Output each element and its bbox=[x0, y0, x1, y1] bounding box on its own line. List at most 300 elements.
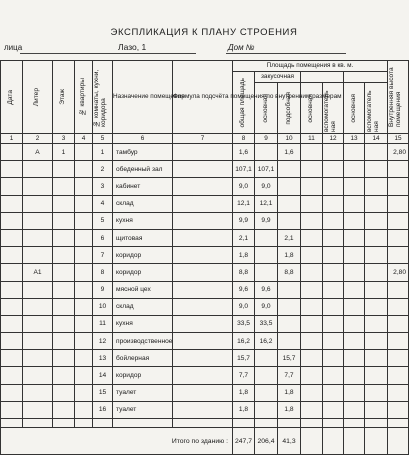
column-number: 9 bbox=[255, 134, 278, 144]
row-main3-cell bbox=[344, 178, 365, 195]
document-title: ЭКСПЛИКАЦИЯ К ПЛАНУ СТРОЕНИЯ bbox=[110, 27, 298, 38]
col-main3-header: основная bbox=[344, 83, 365, 134]
row-aux3-cell bbox=[365, 212, 388, 229]
row-aux3-cell bbox=[365, 247, 388, 264]
street-value: Лазо, 1 bbox=[118, 42, 147, 52]
totals-label: Итого по зданию : bbox=[1, 428, 233, 455]
row-main3-cell bbox=[344, 229, 365, 246]
col-room-header: № комнаты, кухни, коридора bbox=[93, 61, 113, 134]
row-liter-cell bbox=[23, 212, 53, 229]
row-liter-cell bbox=[23, 281, 53, 298]
row-aux-area-cell: 1,8 bbox=[278, 401, 301, 418]
row-date-cell bbox=[1, 350, 23, 367]
row-room-cell: 9 bbox=[93, 281, 113, 298]
row-main2-cell bbox=[301, 350, 323, 367]
row-liter-cell: А bbox=[23, 144, 53, 161]
row-date-cell bbox=[1, 281, 23, 298]
row-date-cell bbox=[1, 264, 23, 281]
row-total-area-cell: 1,8 bbox=[233, 384, 255, 401]
row-main-area-cell bbox=[255, 350, 278, 367]
row-height-cell bbox=[388, 401, 409, 418]
column-number: 3 bbox=[53, 134, 75, 144]
column-number: 11 bbox=[301, 134, 323, 144]
row-apartment-cell bbox=[75, 367, 93, 384]
row-aux3-cell bbox=[365, 298, 388, 315]
row-floor-cell bbox=[53, 212, 75, 229]
row-apartment-cell bbox=[75, 298, 93, 315]
row-total-area-cell: 1,6 bbox=[233, 144, 255, 161]
row-purpose-cell: склад bbox=[113, 195, 173, 212]
row-height-cell bbox=[388, 229, 409, 246]
row-floor-cell bbox=[53, 315, 75, 332]
row-floor-cell bbox=[53, 247, 75, 264]
row-main-area-cell bbox=[255, 384, 278, 401]
row-main3-cell bbox=[344, 367, 365, 384]
row-room-cell: 13 bbox=[93, 350, 113, 367]
row-floor-cell bbox=[53, 264, 75, 281]
row-purpose-cell: щитовая bbox=[113, 229, 173, 246]
row-liter-cell: А1 bbox=[23, 264, 53, 281]
row-main3-cell bbox=[344, 195, 365, 212]
col-main2-header: основная bbox=[301, 83, 323, 134]
row-main3-cell bbox=[344, 350, 365, 367]
row-aux2-cell bbox=[323, 195, 344, 212]
blank-row bbox=[1, 419, 409, 428]
row-apartment-cell bbox=[75, 281, 93, 298]
row-aux-area-cell: 1,8 bbox=[278, 384, 301, 401]
row-formula-cell bbox=[173, 178, 233, 195]
row-aux-area-cell bbox=[278, 315, 301, 332]
column-number: 14 bbox=[365, 134, 388, 144]
row-aux2-cell bbox=[323, 367, 344, 384]
row-liter-cell bbox=[23, 161, 53, 178]
table-row bbox=[1, 144, 409, 161]
row-main-area-cell: 12,1 bbox=[255, 195, 278, 212]
row-aux2-cell bbox=[323, 350, 344, 367]
row-total-area-cell: 9,6 bbox=[233, 281, 255, 298]
row-date-cell bbox=[1, 367, 23, 384]
row-apartment-cell bbox=[75, 384, 93, 401]
row-aux3-cell bbox=[365, 401, 388, 418]
row-formula-cell bbox=[173, 247, 233, 264]
blank-group-header-1 bbox=[301, 72, 344, 83]
row-aux2-cell bbox=[323, 264, 344, 281]
row-room-cell: 11 bbox=[93, 315, 113, 332]
row-aux2-cell bbox=[323, 178, 344, 195]
row-main-area-cell: 107,1 bbox=[255, 161, 278, 178]
row-formula-cell bbox=[173, 264, 233, 281]
col-floor-header: Этаж bbox=[53, 61, 75, 134]
row-aux-area-cell: 1,6 bbox=[278, 144, 301, 161]
col-total-area-header: общая площадь bbox=[233, 72, 255, 134]
row-floor-cell bbox=[53, 281, 75, 298]
row-main-area-cell: 16,2 bbox=[255, 333, 278, 350]
row-aux3-cell bbox=[365, 333, 388, 350]
col-aux2-header: вспомогатель ная bbox=[323, 83, 344, 134]
street-underline bbox=[20, 53, 196, 54]
row-purpose-cell: кухня bbox=[113, 315, 173, 332]
row-main2-cell bbox=[301, 144, 323, 161]
row-main3-cell bbox=[344, 333, 365, 350]
totals-row bbox=[1, 428, 409, 455]
row-total-area-cell: 33,5 bbox=[233, 315, 255, 332]
row-height-cell bbox=[388, 195, 409, 212]
row-main-area-cell: 9,0 bbox=[255, 298, 278, 315]
row-liter-cell bbox=[23, 367, 53, 384]
col-date-header: Дата bbox=[1, 61, 23, 134]
row-aux2-cell bbox=[323, 229, 344, 246]
row-aux3-cell bbox=[365, 178, 388, 195]
row-aux2-cell bbox=[323, 333, 344, 350]
row-main2-cell bbox=[301, 384, 323, 401]
street-label: лица bbox=[4, 43, 23, 52]
row-formula-cell bbox=[173, 229, 233, 246]
row-aux2-cell bbox=[323, 161, 344, 178]
row-main-area-cell: 9,9 bbox=[255, 212, 278, 229]
row-aux3-cell bbox=[365, 161, 388, 178]
row-main-area-cell bbox=[255, 229, 278, 246]
row-aux-area-cell bbox=[278, 195, 301, 212]
row-main2-cell bbox=[301, 367, 323, 384]
column-number: 15 bbox=[388, 134, 409, 144]
row-purpose-cell: производственное bbox=[113, 333, 173, 350]
table-row bbox=[1, 350, 409, 367]
totals-aux-area: 41,3 bbox=[278, 428, 301, 455]
row-liter-cell bbox=[23, 401, 53, 418]
totals-total-area: 247,7 bbox=[233, 428, 255, 455]
row-aux2-cell bbox=[323, 384, 344, 401]
row-purpose-cell: коридор bbox=[113, 264, 173, 281]
row-aux-area-cell bbox=[278, 212, 301, 229]
row-main-area-cell bbox=[255, 144, 278, 161]
column-number: 10 bbox=[278, 134, 301, 144]
row-main3-cell bbox=[344, 384, 365, 401]
row-floor-cell bbox=[53, 333, 75, 350]
area-group-header: Площадь помещения в кв. м. bbox=[233, 61, 388, 72]
row-formula-cell bbox=[173, 212, 233, 229]
row-main2-cell bbox=[301, 298, 323, 315]
row-floor-cell bbox=[53, 161, 75, 178]
row-main2-cell bbox=[301, 212, 323, 229]
row-height-cell bbox=[388, 350, 409, 367]
row-apartment-cell bbox=[75, 333, 93, 350]
row-total-area-cell: 7,7 bbox=[233, 367, 255, 384]
row-purpose-cell: склад bbox=[113, 298, 173, 315]
row-formula-cell bbox=[173, 333, 233, 350]
row-height-cell: 2,80 bbox=[388, 144, 409, 161]
row-floor-cell: 1 bbox=[53, 144, 75, 161]
row-aux-area-cell bbox=[278, 298, 301, 315]
row-apartment-cell bbox=[75, 195, 93, 212]
col-apartment-header: № квартиры bbox=[75, 61, 93, 134]
row-aux2-cell bbox=[323, 401, 344, 418]
row-aux3-cell bbox=[365, 384, 388, 401]
row-date-cell bbox=[1, 161, 23, 178]
row-apartment-cell bbox=[75, 212, 93, 229]
table-row bbox=[1, 315, 409, 332]
row-aux-area-cell bbox=[278, 161, 301, 178]
row-aux-area-cell: 7,7 bbox=[278, 367, 301, 384]
row-main3-cell bbox=[344, 298, 365, 315]
row-purpose-cell: коридор bbox=[113, 247, 173, 264]
house-underline bbox=[226, 53, 346, 54]
row-purpose-cell: туалет bbox=[113, 384, 173, 401]
blank-group-header-2 bbox=[344, 72, 388, 83]
row-aux2-cell bbox=[323, 298, 344, 315]
row-liter-cell bbox=[23, 384, 53, 401]
row-formula-cell bbox=[173, 298, 233, 315]
row-main2-cell bbox=[301, 315, 323, 332]
row-room-cell: 15 bbox=[93, 384, 113, 401]
col-liter-header: Литер bbox=[23, 61, 53, 134]
row-liter-cell bbox=[23, 229, 53, 246]
house-label: Дом № bbox=[228, 43, 255, 52]
row-aux3-cell bbox=[365, 315, 388, 332]
row-room-cell: 14 bbox=[93, 367, 113, 384]
row-total-area-cell: 12,1 bbox=[233, 195, 255, 212]
row-formula-cell bbox=[173, 401, 233, 418]
table-row bbox=[1, 264, 409, 281]
row-liter-cell bbox=[23, 298, 53, 315]
row-main-area-cell bbox=[255, 367, 278, 384]
row-room-cell: 2 bbox=[93, 161, 113, 178]
row-floor-cell bbox=[53, 178, 75, 195]
row-apartment-cell bbox=[75, 178, 93, 195]
eatery-group-header: закусочная bbox=[255, 72, 301, 83]
row-date-cell bbox=[1, 212, 23, 229]
row-main-area-cell bbox=[255, 264, 278, 281]
row-total-area-cell: 15,7 bbox=[233, 350, 255, 367]
row-main-area-cell bbox=[255, 401, 278, 418]
col-formula-header: Формула подсчёта помещения по внутренним размерам bbox=[173, 61, 233, 134]
row-date-cell bbox=[1, 384, 23, 401]
row-main2-cell bbox=[301, 333, 323, 350]
row-aux3-cell bbox=[365, 264, 388, 281]
row-purpose-cell: туалет bbox=[113, 401, 173, 418]
table-row bbox=[1, 333, 409, 350]
row-aux2-cell bbox=[323, 212, 344, 229]
table-row bbox=[1, 401, 409, 418]
row-aux-area-cell bbox=[278, 333, 301, 350]
row-main3-cell bbox=[344, 281, 365, 298]
row-height-cell bbox=[388, 212, 409, 229]
col-purpose-header: Назначение помещения bbox=[113, 61, 173, 134]
column-number: 6 bbox=[113, 134, 173, 144]
row-floor-cell bbox=[53, 350, 75, 367]
row-room-cell: 5 bbox=[93, 212, 113, 229]
row-main2-cell bbox=[301, 229, 323, 246]
row-aux3-cell bbox=[365, 367, 388, 384]
row-main3-cell bbox=[344, 401, 365, 418]
row-date-cell bbox=[1, 229, 23, 246]
row-room-cell: 10 bbox=[93, 298, 113, 315]
row-aux-area-cell: 2,1 bbox=[278, 229, 301, 246]
row-main-area-cell: 9,6 bbox=[255, 281, 278, 298]
row-floor-cell bbox=[53, 229, 75, 246]
row-date-cell bbox=[1, 298, 23, 315]
row-apartment-cell bbox=[75, 229, 93, 246]
column-number: 4 bbox=[75, 134, 93, 144]
row-main3-cell bbox=[344, 212, 365, 229]
row-height-cell bbox=[388, 178, 409, 195]
row-formula-cell bbox=[173, 367, 233, 384]
row-aux3-cell bbox=[365, 229, 388, 246]
col-aux-header: подсобная bbox=[278, 83, 301, 134]
row-main2-cell bbox=[301, 264, 323, 281]
row-purpose-cell: мясной цех bbox=[113, 281, 173, 298]
row-total-area-cell: 2,1 bbox=[233, 229, 255, 246]
row-apartment-cell bbox=[75, 315, 93, 332]
row-apartment-cell bbox=[75, 144, 93, 161]
row-liter-cell bbox=[23, 195, 53, 212]
row-main2-cell bbox=[301, 161, 323, 178]
column-numbers-row bbox=[1, 134, 409, 144]
row-formula-cell bbox=[173, 144, 233, 161]
row-aux3-cell bbox=[365, 144, 388, 161]
col-main-header: основная bbox=[255, 83, 278, 134]
row-main3-cell bbox=[344, 315, 365, 332]
row-height-cell bbox=[388, 384, 409, 401]
row-total-area-cell: 1,8 bbox=[233, 401, 255, 418]
row-main3-cell bbox=[344, 144, 365, 161]
row-formula-cell bbox=[173, 281, 233, 298]
row-apartment-cell bbox=[75, 247, 93, 264]
table-row bbox=[1, 247, 409, 264]
row-main3-cell bbox=[344, 247, 365, 264]
row-main2-cell bbox=[301, 247, 323, 264]
row-aux-area-cell bbox=[278, 281, 301, 298]
row-room-cell: 4 bbox=[93, 195, 113, 212]
row-height-cell bbox=[388, 367, 409, 384]
row-main2-cell bbox=[301, 195, 323, 212]
row-purpose-cell: бойлерная bbox=[113, 350, 173, 367]
row-aux-area-cell: 1,8 bbox=[278, 247, 301, 264]
table-row bbox=[1, 178, 409, 195]
row-aux2-cell bbox=[323, 315, 344, 332]
explication-table bbox=[0, 60, 409, 455]
row-floor-cell bbox=[53, 384, 75, 401]
row-purpose-cell: кухня bbox=[113, 212, 173, 229]
column-number: 1 bbox=[1, 134, 23, 144]
row-liter-cell bbox=[23, 333, 53, 350]
row-total-area-cell: 16,2 bbox=[233, 333, 255, 350]
row-liter-cell bbox=[23, 315, 53, 332]
row-apartment-cell bbox=[75, 401, 93, 418]
row-total-area-cell: 1,8 bbox=[233, 247, 255, 264]
col-height-header: Внутренняя высота помещения bbox=[388, 61, 409, 134]
row-total-area-cell: 9,0 bbox=[233, 178, 255, 195]
row-main-area-cell: 33,5 bbox=[255, 315, 278, 332]
row-date-cell bbox=[1, 195, 23, 212]
row-room-cell: 12 bbox=[93, 333, 113, 350]
row-aux-area-cell: 15,7 bbox=[278, 350, 301, 367]
row-formula-cell bbox=[173, 384, 233, 401]
row-aux3-cell bbox=[365, 195, 388, 212]
row-floor-cell bbox=[53, 195, 75, 212]
row-aux-area-cell bbox=[278, 178, 301, 195]
row-aux3-cell bbox=[365, 350, 388, 367]
row-date-cell bbox=[1, 178, 23, 195]
row-purpose-cell: обеденный зал bbox=[113, 161, 173, 178]
row-date-cell bbox=[1, 247, 23, 264]
row-date-cell bbox=[1, 333, 23, 350]
column-number: 12 bbox=[323, 134, 344, 144]
table-row bbox=[1, 195, 409, 212]
row-purpose-cell: коридор bbox=[113, 367, 173, 384]
column-number: 8 bbox=[233, 134, 255, 144]
row-aux2-cell bbox=[323, 144, 344, 161]
row-liter-cell bbox=[23, 247, 53, 264]
row-formula-cell bbox=[173, 350, 233, 367]
row-room-cell: 6 bbox=[93, 229, 113, 246]
row-height-cell bbox=[388, 333, 409, 350]
row-main-area-cell: 9,0 bbox=[255, 178, 278, 195]
row-height-cell bbox=[388, 315, 409, 332]
row-aux2-cell bbox=[323, 247, 344, 264]
row-date-cell bbox=[1, 401, 23, 418]
row-main3-cell bbox=[344, 264, 365, 281]
table-row bbox=[1, 367, 409, 384]
row-date-cell bbox=[1, 144, 23, 161]
row-room-cell: 1 bbox=[93, 144, 113, 161]
row-main2-cell bbox=[301, 401, 323, 418]
row-height-cell bbox=[388, 161, 409, 178]
row-aux3-cell bbox=[365, 281, 388, 298]
row-floor-cell bbox=[53, 298, 75, 315]
row-main2-cell bbox=[301, 178, 323, 195]
row-formula-cell bbox=[173, 161, 233, 178]
table-row bbox=[1, 212, 409, 229]
table-row bbox=[1, 229, 409, 246]
row-height-cell bbox=[388, 281, 409, 298]
row-apartment-cell bbox=[75, 161, 93, 178]
row-total-area-cell: 107,1 bbox=[233, 161, 255, 178]
row-aux-area-cell: 8,8 bbox=[278, 264, 301, 281]
row-room-cell: 16 bbox=[93, 401, 113, 418]
row-height-cell bbox=[388, 298, 409, 315]
row-liter-cell bbox=[23, 178, 53, 195]
row-total-area-cell: 9,0 bbox=[233, 298, 255, 315]
table-row bbox=[1, 281, 409, 298]
row-aux2-cell bbox=[323, 281, 344, 298]
table-row bbox=[1, 161, 409, 178]
row-room-cell: 7 bbox=[93, 247, 113, 264]
row-height-cell bbox=[388, 247, 409, 264]
totals-main-area: 206,4 bbox=[255, 428, 278, 455]
row-formula-cell bbox=[173, 315, 233, 332]
row-room-cell: 8 bbox=[93, 264, 113, 281]
row-main2-cell bbox=[301, 281, 323, 298]
row-apartment-cell bbox=[75, 264, 93, 281]
column-number: 7 bbox=[173, 134, 233, 144]
row-purpose-cell: тамбур bbox=[113, 144, 173, 161]
row-floor-cell bbox=[53, 401, 75, 418]
table-row bbox=[1, 298, 409, 315]
row-room-cell: 3 bbox=[93, 178, 113, 195]
row-apartment-cell bbox=[75, 350, 93, 367]
column-number: 2 bbox=[23, 134, 53, 144]
row-liter-cell bbox=[23, 350, 53, 367]
row-formula-cell bbox=[173, 195, 233, 212]
row-total-area-cell: 8,8 bbox=[233, 264, 255, 281]
col-aux3-header: вспомогатель ная bbox=[365, 83, 388, 134]
row-main3-cell bbox=[344, 161, 365, 178]
table-row bbox=[1, 384, 409, 401]
row-total-area-cell: 9,9 bbox=[233, 212, 255, 229]
row-main-area-cell bbox=[255, 247, 278, 264]
column-number: 13 bbox=[344, 134, 365, 144]
row-floor-cell bbox=[53, 367, 75, 384]
